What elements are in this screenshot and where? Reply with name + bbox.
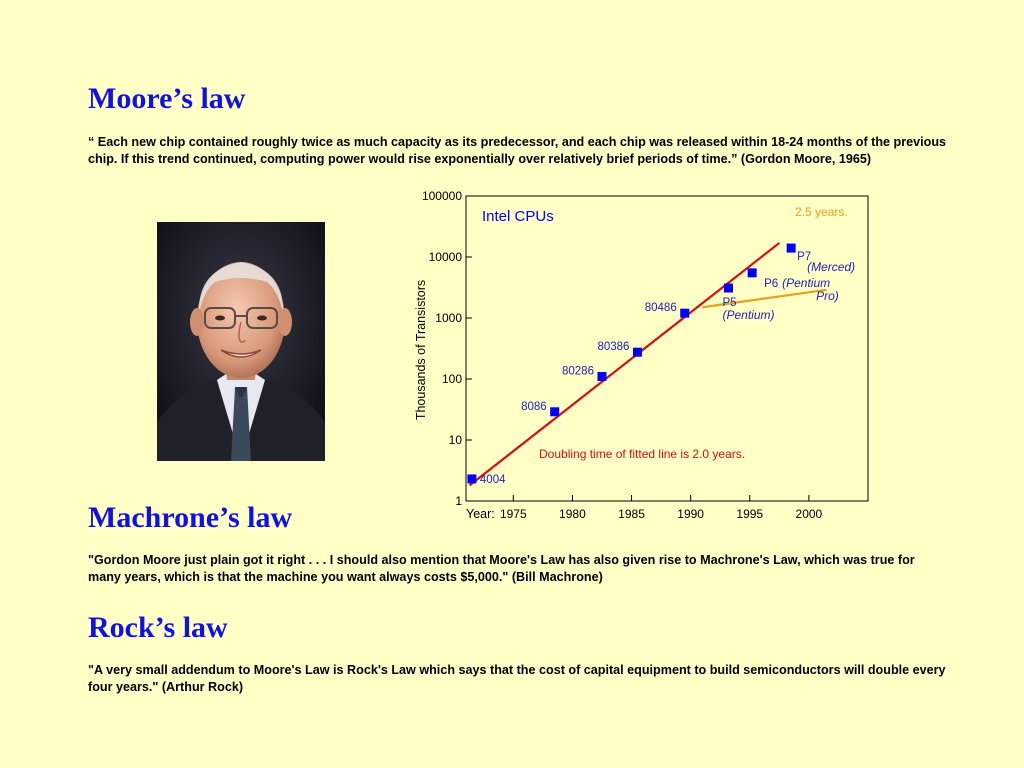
machrones-law-heading: Machrone’s law — [88, 501, 293, 534]
x-tick-label: 1985 — [618, 507, 645, 521]
moores-law-heading: Moore’s law — [88, 82, 246, 115]
moores-law-quote: “ Each new chip contained roughly twice as much capacity as its predecessor, and each chip was released within 18-24 months of the previous chip. If this trend continued, computing power would rise exponentially over relatively brief periods of time.” (Gordon Moore, 1965) — [88, 135, 947, 166]
x-tick-label: 1990 — [677, 507, 704, 521]
y-tick-label: 100 — [441, 372, 462, 386]
x-axis-label: Year: — [466, 507, 495, 521]
point-sublabel-P6-line1: (Pentium — [782, 275, 831, 290]
x-tick-label: 1980 — [559, 507, 586, 521]
rocks-law-quote: "A very small addendum to Moore's Law is Rock's Law which says that the cost of capital equipment to build semiconductors will double every four years." (Arthur Rock) — [88, 663, 946, 694]
machrones-law-quote: "Gordon Moore just plain got it right . . . I should also mention that Moore's Law has also given rise to Machrone's Law, which was true for many years, which is that the machine you want always costs $5,000." (Bill Machrone) — [88, 553, 915, 584]
data-point-8086 — [550, 407, 559, 416]
x-tick-label: 1995 — [736, 507, 764, 521]
doubling-time-label: Doubling time of fitted line is 2.0 years. — [539, 447, 746, 461]
data-point-80486 — [680, 309, 689, 318]
point-label-80486: 80486 — [644, 302, 677, 315]
point-label-4004: 4004 — [479, 473, 506, 486]
point-label-P6: P6 — [764, 277, 779, 290]
x-tick-label: 2000 — [795, 507, 823, 521]
y-axis-label: Thousands of Transistors — [414, 279, 428, 421]
chart-title: Intel CPUs — [482, 208, 554, 225]
point-sublabel-P6-line2: Pro) — [816, 288, 839, 303]
data-point-80286 — [597, 372, 606, 381]
point-label-80286: 80286 — [561, 365, 594, 378]
x-tick-label: 1975 — [499, 507, 527, 521]
data-point-P6 — [748, 268, 757, 277]
y-tick-label: 10000 — [428, 250, 462, 264]
y-tick-label: 10 — [448, 433, 462, 447]
point-sublabel-P7: (Merced) — [807, 260, 856, 275]
data-point-80386 — [633, 348, 642, 357]
point-label-P5: P5 — [722, 297, 737, 310]
point-sublabel-P5: (Pentium) — [722, 308, 775, 323]
y-tick-label: 100000 — [421, 189, 462, 203]
data-point-P7 — [787, 244, 796, 253]
chart-svg — [410, 184, 872, 524]
y-axis-ticks — [422, 189, 472, 508]
portrait-illustration — [157, 222, 325, 461]
data-point-P5 — [724, 284, 733, 293]
orange-fit-label: 2.5 years. — [795, 205, 848, 219]
gordon-moore-photo — [157, 222, 325, 461]
data-point-4004 — [467, 474, 476, 483]
point-label-80386: 80386 — [597, 341, 630, 354]
rocks-law-heading: Rock’s law — [88, 611, 228, 644]
intel-cpu-transistor-chart — [410, 184, 872, 524]
point-label-P7: P7 — [797, 251, 812, 264]
y-tick-label: 1 — [455, 494, 462, 508]
y-tick-label: 1000 — [435, 311, 462, 325]
point-label-8086: 8086 — [521, 400, 547, 413]
